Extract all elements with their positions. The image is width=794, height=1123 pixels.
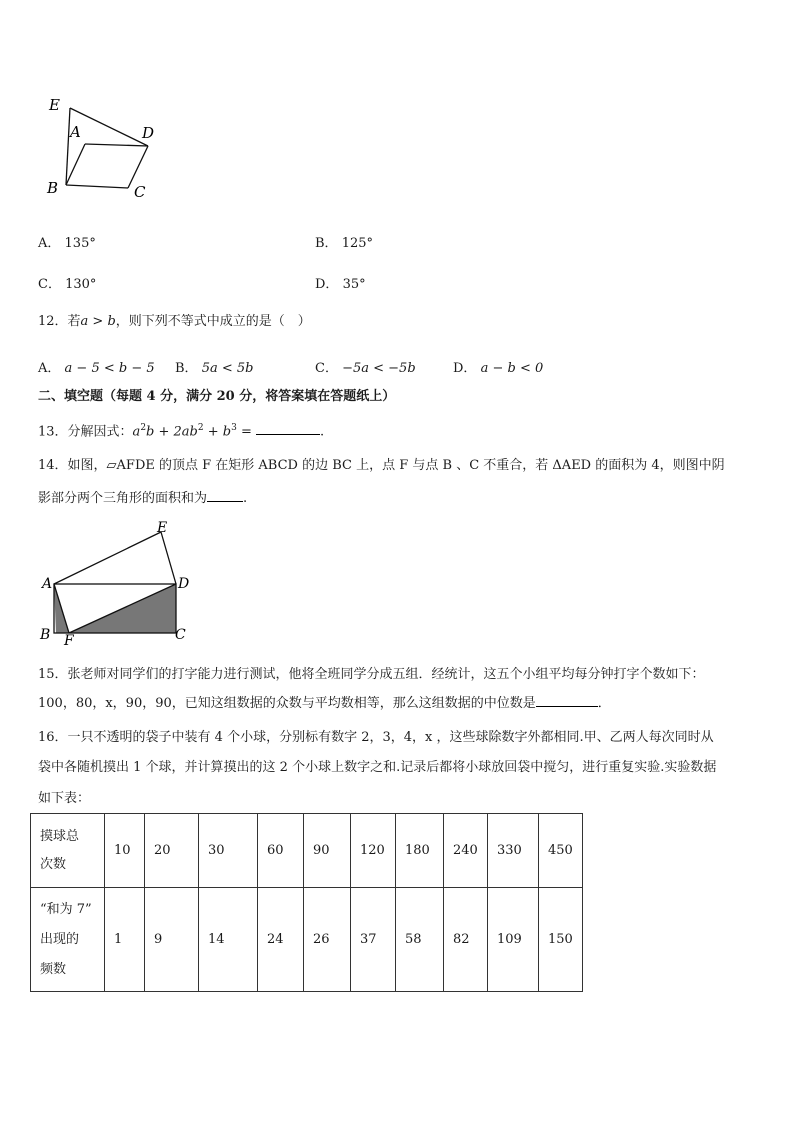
line-ed — [70, 108, 148, 146]
q12-option-b-label: B． — [175, 361, 198, 376]
table-header-freq — [31, 888, 105, 992]
q12-option-c — [315, 357, 416, 376]
q12-option-b-value: 5a < 5b — [201, 361, 254, 376]
q13-expr-c: + b — [203, 424, 232, 440]
q16-line-3: 如下表： — [38, 791, 91, 806]
q12-suffix: ，则下列不等式中成立的是（ ） — [115, 314, 311, 329]
q11-option-c-value: 130° — [65, 277, 97, 292]
line-ad — [85, 144, 148, 146]
label-c: C — [134, 183, 146, 201]
label-e: E — [49, 96, 60, 114]
q13-sup-2a: 2 — [140, 423, 147, 433]
frequency-table — [30, 813, 583, 992]
q13-prefix: 13．分解因式： — [38, 424, 133, 440]
table-cell: 120 — [351, 814, 396, 888]
q15-end: ． — [597, 696, 611, 711]
table-cell: 240 — [444, 814, 488, 888]
q13-sup-2b: 2 — [197, 423, 204, 433]
table-cell: 37 — [351, 888, 396, 992]
q15-answer-blank[interactable] — [536, 692, 598, 707]
table-row — [31, 888, 583, 992]
q11-option-d-value: 35° — [342, 277, 366, 292]
q11-option-c — [38, 273, 96, 292]
figure-1-quadrilateral — [40, 92, 170, 204]
table-cell: 1 — [105, 888, 145, 992]
line-ae — [54, 532, 161, 584]
q14-line-2-text: 影部分两个三角形的面积和为 — [38, 491, 208, 506]
label-d: D — [142, 124, 155, 142]
q12-prefix: 12．若 — [38, 314, 81, 329]
q15-line-1: 15．张老师对同学们的打字能力进行测试，他将全班同学分成五组．经统计，这五个小组平均每分钟打字个数如下： — [38, 667, 705, 682]
header-freq-line-1: “和为 7” — [40, 901, 92, 917]
q12-option-d — [453, 357, 543, 376]
table-cell: 9 — [145, 888, 199, 992]
q11-option-d-label: D． — [315, 277, 339, 292]
q12-option-c-value: −5a < −5b — [342, 361, 416, 376]
section-2-heading: 二、填空题（每题 4 分，满分 20 分，将答案填在答题纸上） — [38, 389, 396, 404]
line-ba — [66, 144, 85, 185]
line-bc — [66, 185, 128, 188]
table-cell: 180 — [396, 814, 444, 888]
label-b: B — [47, 179, 59, 197]
q13-answer-blank[interactable] — [256, 420, 320, 435]
q11-option-c-label: C． — [38, 277, 61, 292]
q11-option-a — [38, 232, 96, 251]
q13-stem — [38, 414, 324, 446]
q11-option-d — [315, 273, 366, 292]
q12-option-d-label: D． — [453, 361, 477, 376]
q13-equals: = — [236, 424, 256, 440]
q12-option-a-label: A． — [38, 361, 61, 376]
header-total-line-2: 次数 — [40, 856, 67, 872]
table-cell: 58 — [396, 888, 444, 992]
table-cell: 26 — [304, 888, 351, 992]
q11-option-b-value: 125° — [341, 236, 374, 251]
q14-end: . — [243, 491, 248, 506]
label-e: E — [157, 520, 168, 536]
table-cell: 14 — [199, 888, 258, 992]
table-cell: 109 — [488, 888, 539, 992]
q13-expr-b: b + 2ab — [146, 424, 198, 440]
table-cell: 30 — [199, 814, 258, 888]
table-header-total — [31, 814, 105, 888]
q12-option-c-label: C． — [315, 361, 338, 376]
q13-end: . — [320, 424, 325, 440]
table-cell: 20 — [145, 814, 199, 888]
line-eb — [66, 108, 70, 185]
line-cd — [128, 146, 148, 188]
header-freq-line-3: 频数 — [40, 961, 67, 977]
table-cell: 90 — [304, 814, 351, 888]
q11-option-a-label: A． — [38, 236, 61, 251]
q12-option-d-value: a − b < 0 — [480, 361, 544, 376]
q12-option-a-value: a − 5 < b − 5 — [64, 361, 155, 376]
q16-line-1: 16．一只不透明的袋子中装有 4 个小球，分别标有数字 2，3，4，x ，这些球除数字外都相同.甲、乙两人每次同时从 — [38, 730, 714, 745]
q15-line-2-text: 100，80，x，90，90，已知这组数据的众数与平均数相等，那么这组数据的中位数是 — [38, 696, 536, 711]
table-cell: 10 — [105, 814, 145, 888]
q12-stem — [38, 308, 311, 336]
table-cell: 450 — [539, 814, 583, 888]
table-cell: 24 — [258, 888, 304, 992]
table-cell: 82 — [444, 888, 488, 992]
q13-sup-3: 3 — [231, 423, 237, 433]
table-cell: 60 — [258, 814, 304, 888]
q14-line-1: 14．如图，▱AFDE 的顶点 F 在矩形 ABCD 的边 BC 上，点 F 与点 B 、C 不重合，若 ΔAED 的面积为 4，则图中阴 — [38, 458, 725, 473]
q12-option-a — [38, 357, 155, 376]
header-freq-line-2: 出现的 — [40, 931, 80, 947]
label-f: F — [64, 633, 74, 648]
header-total-line-1: 摸球总 — [40, 828, 80, 844]
q11-option-a-value: 135° — [64, 236, 96, 251]
label-a: A — [70, 123, 81, 141]
table-row — [31, 814, 583, 888]
q16-line-2: 袋中各随机摸出 1 个球，并计算摸出的这 2 个小球上数字之和.记录后都将小球放回袋中搅匀，进行重复实验.实验数据 — [38, 760, 717, 775]
label-b: B — [40, 627, 51, 643]
q13-expr-a: a — [132, 424, 141, 440]
q15-line-2 — [38, 690, 611, 718]
q11-option-b — [315, 232, 373, 251]
q12-condition: a > b — [80, 314, 116, 329]
q11-option-b-label: B． — [315, 236, 338, 251]
q14-line-2 — [38, 485, 247, 513]
q14-answer-blank[interactable] — [207, 487, 243, 502]
figure-2-rectangle-parallelogram — [38, 518, 198, 648]
q12-option-b — [175, 357, 253, 376]
label-a: A — [42, 576, 53, 592]
label-d: D — [178, 576, 190, 592]
label-c: C — [175, 627, 186, 643]
table-cell: 150 — [539, 888, 583, 992]
table-cell: 330 — [488, 814, 539, 888]
line-ed — [161, 532, 176, 584]
